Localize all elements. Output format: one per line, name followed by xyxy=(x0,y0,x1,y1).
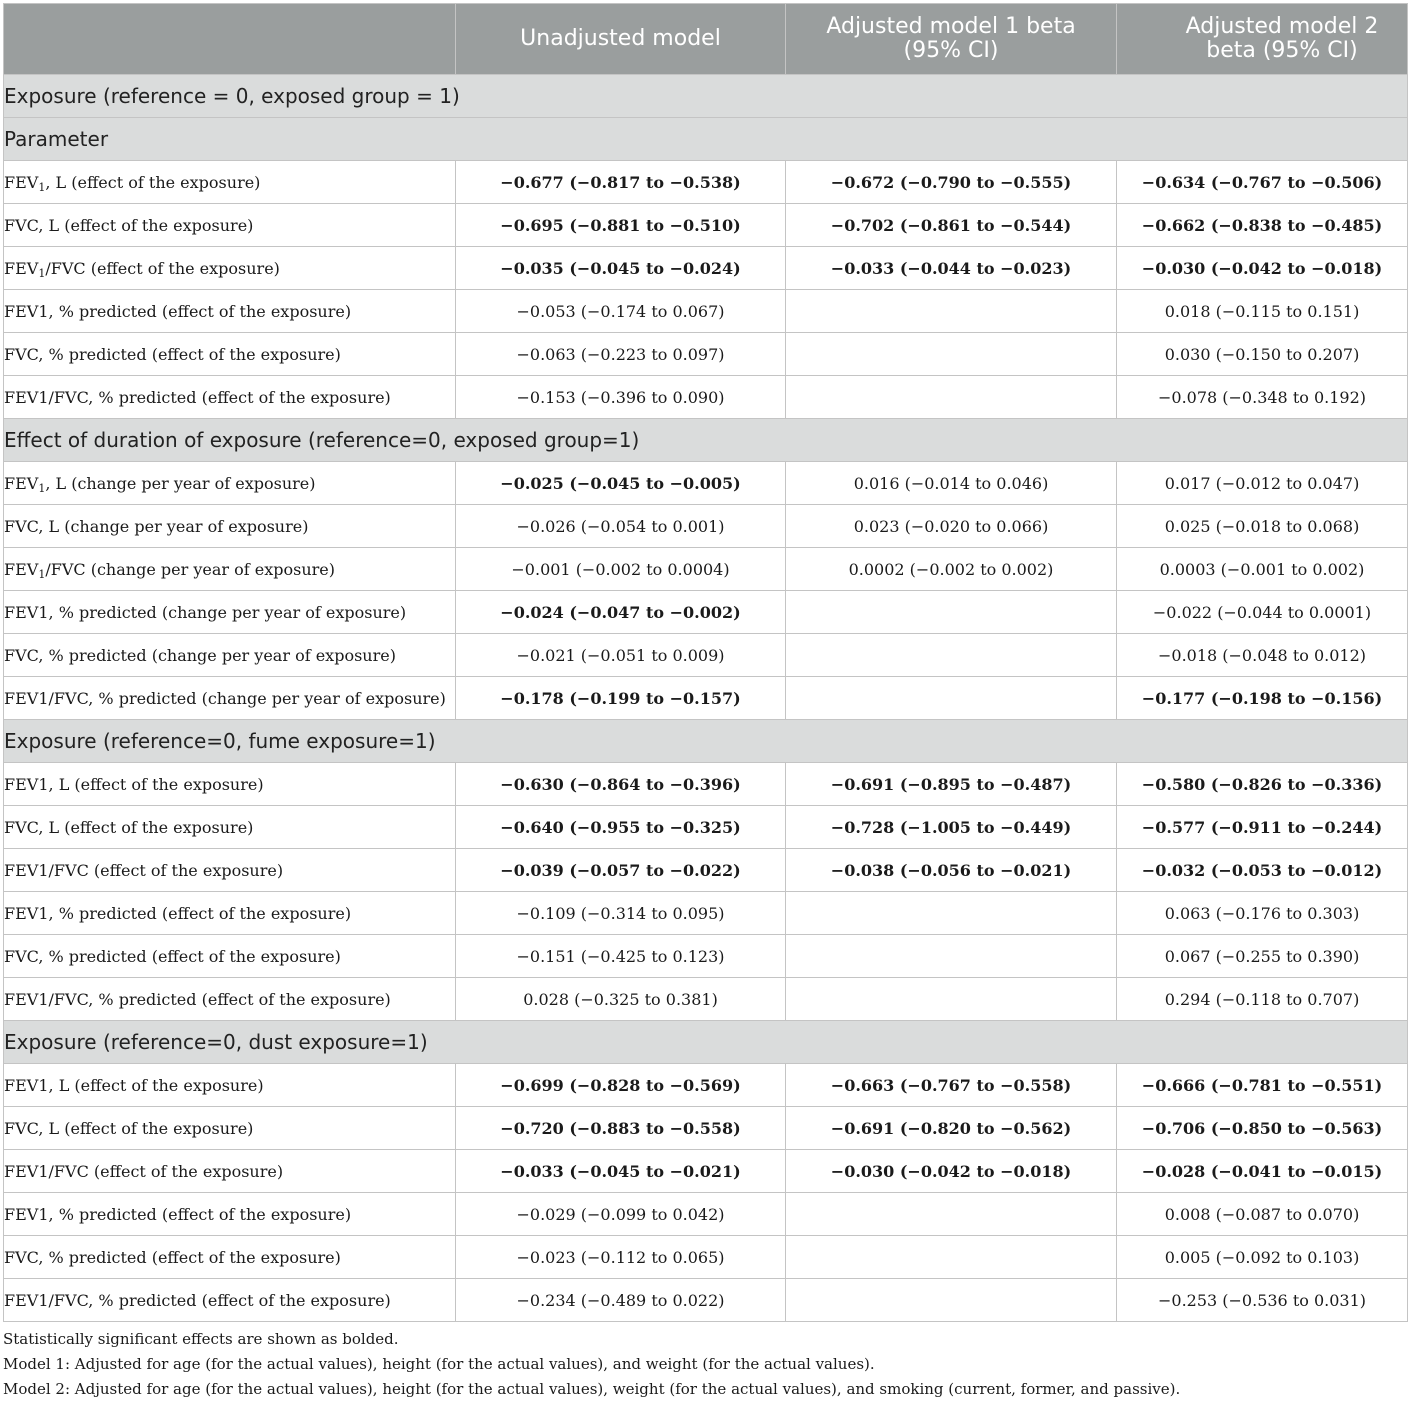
table-row xyxy=(4,462,1408,505)
unadjusted-value: −0.029 (−0.099 to 0.042) xyxy=(456,1193,786,1236)
unadjusted-value: −0.109 (−0.314 to 0.095) xyxy=(456,892,786,935)
model1-value: 0.016 (−0.014 to 0.046) xyxy=(786,462,1117,505)
section-title: Exposure (reference=0, fume exposure=1) xyxy=(4,720,1408,763)
section-header xyxy=(4,720,1408,763)
table-row xyxy=(4,333,1408,376)
row-label xyxy=(4,1236,456,1279)
row-label xyxy=(4,1064,456,1107)
row-label xyxy=(4,462,456,505)
row-label xyxy=(4,204,456,247)
row-label-text: FEV xyxy=(4,473,39,493)
row-label xyxy=(4,1107,456,1150)
model1-value xyxy=(786,978,1117,1021)
footnote-model1: Model 1: Adjusted for age (for the actual values), height (for the actual values), and weight (for the actual values). xyxy=(3,1355,875,1373)
subsection-header xyxy=(4,118,1408,161)
unadjusted-value: −0.024 (−0.047 to −0.002) xyxy=(456,591,786,634)
unadjusted-value: −0.035 (−0.045 to −0.024) xyxy=(456,247,786,290)
unadjusted-value: −0.151 (−0.425 to 0.123) xyxy=(456,935,786,978)
row-label-text: FEV1, L (effect of the exposure) xyxy=(4,774,264,794)
row-label-text: FEV1/FVC (effect of the exposure) xyxy=(4,1161,284,1181)
unadjusted-value: −0.178 (−0.199 to −0.157) xyxy=(456,677,786,720)
model2-value: 0.030 (−0.150 to 0.207) xyxy=(1117,333,1408,376)
table-row xyxy=(4,1150,1408,1193)
header-col-parameter xyxy=(4,4,456,75)
table-row xyxy=(4,376,1408,419)
table-row xyxy=(4,591,1408,634)
row-label xyxy=(4,161,456,204)
model1-value xyxy=(786,1279,1117,1322)
row-label-text: FVC, L (change per year of exposure) xyxy=(4,516,309,536)
table-row xyxy=(4,1064,1408,1107)
row-label xyxy=(4,505,456,548)
unadjusted-value: −0.640 (−0.955 to −0.325) xyxy=(456,806,786,849)
table-row xyxy=(4,892,1408,935)
row-label-text: FEV1/FVC, % predicted (effect of the exposure) xyxy=(4,1290,391,1310)
row-label xyxy=(4,376,456,419)
row-label xyxy=(4,591,456,634)
section-header xyxy=(4,419,1408,462)
row-label xyxy=(4,677,456,720)
footnote-significance: Statistically significant effects are shown as bolded. xyxy=(3,1330,399,1348)
header-col-model1-line1: Adjusted model 1 beta xyxy=(826,14,1076,39)
row-label-suffix: /FVC (effect of the exposure) xyxy=(45,258,280,278)
model2-value: −0.022 (−0.044 to 0.0001) xyxy=(1117,591,1408,634)
model2-value: −0.177 (−0.198 to −0.156) xyxy=(1117,677,1408,720)
unadjusted-value: −0.630 (−0.864 to −0.396) xyxy=(456,763,786,806)
table-row xyxy=(4,677,1408,720)
table-row xyxy=(4,806,1408,849)
model2-value: −0.577 (−0.911 to −0.244) xyxy=(1117,806,1408,849)
model2-value: −0.032 (−0.053 to −0.012) xyxy=(1117,849,1408,892)
table-row xyxy=(4,505,1408,548)
table-row xyxy=(4,548,1408,591)
row-label xyxy=(4,247,456,290)
subsection-title: Parameter xyxy=(4,118,1408,161)
row-label xyxy=(4,806,456,849)
model2-value: −0.666 (−0.781 to −0.551) xyxy=(1117,1064,1408,1107)
footnotes xyxy=(3,1327,1407,1402)
model2-value: 0.018 (−0.115 to 0.151) xyxy=(1117,290,1408,333)
row-label xyxy=(4,1150,456,1193)
row-label xyxy=(4,548,456,591)
table-header xyxy=(4,4,1408,75)
model1-value xyxy=(786,591,1117,634)
row-label-text: FEV1/FVC, % predicted (effect of the exposure) xyxy=(4,387,391,407)
row-label-text: FEV1, % predicted (change per year of exposure) xyxy=(4,602,407,622)
table-row xyxy=(4,978,1408,1021)
model1-value xyxy=(786,376,1117,419)
section-title: Exposure (reference = 0, exposed group = 1) xyxy=(4,75,1408,118)
table-row xyxy=(4,290,1408,333)
header-col-model2 xyxy=(1117,4,1408,75)
header-col-unadjusted: Unadjusted model xyxy=(456,4,786,75)
header-col-model2-line1: Adjusted model 2 xyxy=(1185,14,1379,39)
model1-value xyxy=(786,290,1117,333)
row-label-text: FVC, L (effect of the exposure) xyxy=(4,1118,254,1138)
row-label xyxy=(4,333,456,376)
model2-value: −0.028 (−0.041 to −0.015) xyxy=(1117,1150,1408,1193)
model2-value: −0.018 (−0.048 to 0.012) xyxy=(1117,634,1408,677)
section-header xyxy=(4,1021,1408,1064)
model1-value xyxy=(786,892,1117,935)
section-header xyxy=(4,75,1408,118)
row-label xyxy=(4,1193,456,1236)
row-label-suffix: , L (change per year of exposure) xyxy=(45,473,316,493)
row-label-text: FVC, L (effect of the exposure) xyxy=(4,817,254,837)
model2-value: 0.025 (−0.018 to 0.068) xyxy=(1117,505,1408,548)
row-label xyxy=(4,763,456,806)
row-label xyxy=(4,634,456,677)
row-label-subscript: 1 xyxy=(38,266,46,280)
model1-value: 0.023 (−0.020 to 0.066) xyxy=(786,505,1117,548)
table-row xyxy=(4,1236,1408,1279)
unadjusted-value: −0.053 (−0.174 to 0.067) xyxy=(456,290,786,333)
footnote-model2: Model 2: Adjusted for age (for the actual values), height (for the actual values), weight (for the actual values), and smoking (current, former, and passive). xyxy=(3,1380,1181,1398)
model2-value: −0.580 (−0.826 to −0.336) xyxy=(1117,763,1408,806)
model1-value xyxy=(786,333,1117,376)
unadjusted-value: −0.153 (−0.396 to 0.090) xyxy=(456,376,786,419)
row-label-text: FEV xyxy=(4,559,39,579)
row-label xyxy=(4,849,456,892)
table-row xyxy=(4,247,1408,290)
row-label-text: FEV1/FVC (effect of the exposure) xyxy=(4,860,284,880)
model2-value: 0.008 (−0.087 to 0.070) xyxy=(1117,1193,1408,1236)
table-row xyxy=(4,1279,1408,1322)
table-row xyxy=(4,935,1408,978)
row-label-text: FEV xyxy=(4,172,39,192)
model2-value: −0.078 (−0.348 to 0.192) xyxy=(1117,376,1408,419)
model1-value xyxy=(786,634,1117,677)
row-label xyxy=(4,290,456,333)
unadjusted-value: −0.234 (−0.489 to 0.022) xyxy=(456,1279,786,1322)
row-label xyxy=(4,1279,456,1322)
model1-value xyxy=(786,677,1117,720)
model2-value: −0.030 (−0.042 to −0.018) xyxy=(1117,247,1408,290)
row-label-text: FVC, % predicted (change per year of exposure) xyxy=(4,645,396,665)
table-row xyxy=(4,1107,1408,1150)
table-row xyxy=(4,634,1408,677)
row-label-subscript: 1 xyxy=(38,567,46,581)
model2-value: 0.0003 (−0.001 to 0.002) xyxy=(1117,548,1408,591)
header-col-model1 xyxy=(786,4,1117,75)
row-label-text: FEV1, % predicted (effect of the exposure) xyxy=(4,1204,352,1224)
table-row xyxy=(4,1193,1408,1236)
row-label xyxy=(4,892,456,935)
row-label-subscript: 1 xyxy=(38,481,46,495)
section-title: Effect of duration of exposure (reference=0, exposed group=1) xyxy=(4,419,1408,462)
row-label xyxy=(4,978,456,1021)
model2-value: −0.634 (−0.767 to −0.506) xyxy=(1117,161,1408,204)
row-label-suffix: /FVC (change per year of exposure) xyxy=(45,559,335,579)
row-label xyxy=(4,935,456,978)
row-label-suffix: , L (effect of the exposure) xyxy=(45,172,261,192)
table-row xyxy=(4,161,1408,204)
model1-value: −0.663 (−0.767 to −0.558) xyxy=(786,1064,1117,1107)
model2-value: −0.662 (−0.838 to −0.485) xyxy=(1117,204,1408,247)
unadjusted-value: −0.677 (−0.817 to −0.538) xyxy=(456,161,786,204)
row-label-text: FEV1, % predicted (effect of the exposure) xyxy=(4,301,352,321)
row-label-text: FEV xyxy=(4,258,39,278)
row-label-text: FVC, % predicted (effect of the exposure) xyxy=(4,1247,341,1267)
model1-value xyxy=(786,1236,1117,1279)
model1-value: −0.030 (−0.042 to −0.018) xyxy=(786,1150,1117,1193)
model1-value xyxy=(786,935,1117,978)
model1-value: −0.033 (−0.044 to −0.023) xyxy=(786,247,1117,290)
model1-value: 0.0002 (−0.002 to 0.002) xyxy=(786,548,1117,591)
row-label-text: FEV1, L (effect of the exposure) xyxy=(4,1075,264,1095)
results-table xyxy=(3,3,1408,1322)
header-col-model1-line2: (95% CI) xyxy=(903,38,999,63)
table-row xyxy=(4,763,1408,806)
model1-value: −0.038 (−0.056 to −0.021) xyxy=(786,849,1117,892)
row-label-text: FVC, % predicted (effect of the exposure) xyxy=(4,946,341,966)
model1-value: −0.691 (−0.820 to −0.562) xyxy=(786,1107,1117,1150)
table-body xyxy=(4,75,1408,1322)
model1-value: −0.702 (−0.861 to −0.544) xyxy=(786,204,1117,247)
model1-value: −0.672 (−0.790 to −0.555) xyxy=(786,161,1117,204)
unadjusted-value: 0.028 (−0.325 to 0.381) xyxy=(456,978,786,1021)
unadjusted-value: −0.033 (−0.045 to −0.021) xyxy=(456,1150,786,1193)
unadjusted-value: −0.025 (−0.045 to −0.005) xyxy=(456,462,786,505)
model1-value xyxy=(786,1193,1117,1236)
model2-value: 0.017 (−0.012 to 0.047) xyxy=(1117,462,1408,505)
model2-value: 0.294 (−0.118 to 0.707) xyxy=(1117,978,1408,1021)
unadjusted-value: −0.695 (−0.881 to −0.510) xyxy=(456,204,786,247)
row-label-text: FEV1, % predicted (effect of the exposure) xyxy=(4,903,352,923)
unadjusted-value: −0.720 (−0.883 to −0.558) xyxy=(456,1107,786,1150)
unadjusted-value: −0.063 (−0.223 to 0.097) xyxy=(456,333,786,376)
model2-value: −0.253 (−0.536 to 0.031) xyxy=(1117,1279,1408,1322)
unadjusted-value: −0.001 (−0.002 to 0.0004) xyxy=(456,548,786,591)
table-row xyxy=(4,204,1408,247)
model2-value: 0.067 (−0.255 to 0.390) xyxy=(1117,935,1408,978)
model2-value: 0.005 (−0.092 to 0.103) xyxy=(1117,1236,1408,1279)
unadjusted-value: −0.023 (−0.112 to 0.065) xyxy=(456,1236,786,1279)
unadjusted-value: −0.039 (−0.057 to −0.022) xyxy=(456,849,786,892)
unadjusted-value: −0.699 (−0.828 to −0.569) xyxy=(456,1064,786,1107)
unadjusted-value: −0.026 (−0.054 to 0.001) xyxy=(456,505,786,548)
row-label-text: FVC, % predicted (effect of the exposure) xyxy=(4,344,341,364)
model1-value: −0.691 (−0.895 to −0.487) xyxy=(786,763,1117,806)
model2-value: −0.706 (−0.850 to −0.563) xyxy=(1117,1107,1408,1150)
unadjusted-value: −0.021 (−0.051 to 0.009) xyxy=(456,634,786,677)
row-label-text: FEV1/FVC, % predicted (effect of the exposure) xyxy=(4,989,391,1009)
model1-value: −0.728 (−1.005 to −0.449) xyxy=(786,806,1117,849)
model2-value: 0.063 (−0.176 to 0.303) xyxy=(1117,892,1408,935)
table-row xyxy=(4,849,1408,892)
row-label-text: FEV1/FVC, % predicted (change per year of exposure) xyxy=(4,688,446,708)
row-label-subscript: 1 xyxy=(38,180,46,194)
row-label-text: FVC, L (effect of the exposure) xyxy=(4,215,254,235)
section-title: Exposure (reference=0, dust exposure=1) xyxy=(4,1021,1408,1064)
header-col-model2-line2: beta (95% CI) xyxy=(1206,38,1358,63)
